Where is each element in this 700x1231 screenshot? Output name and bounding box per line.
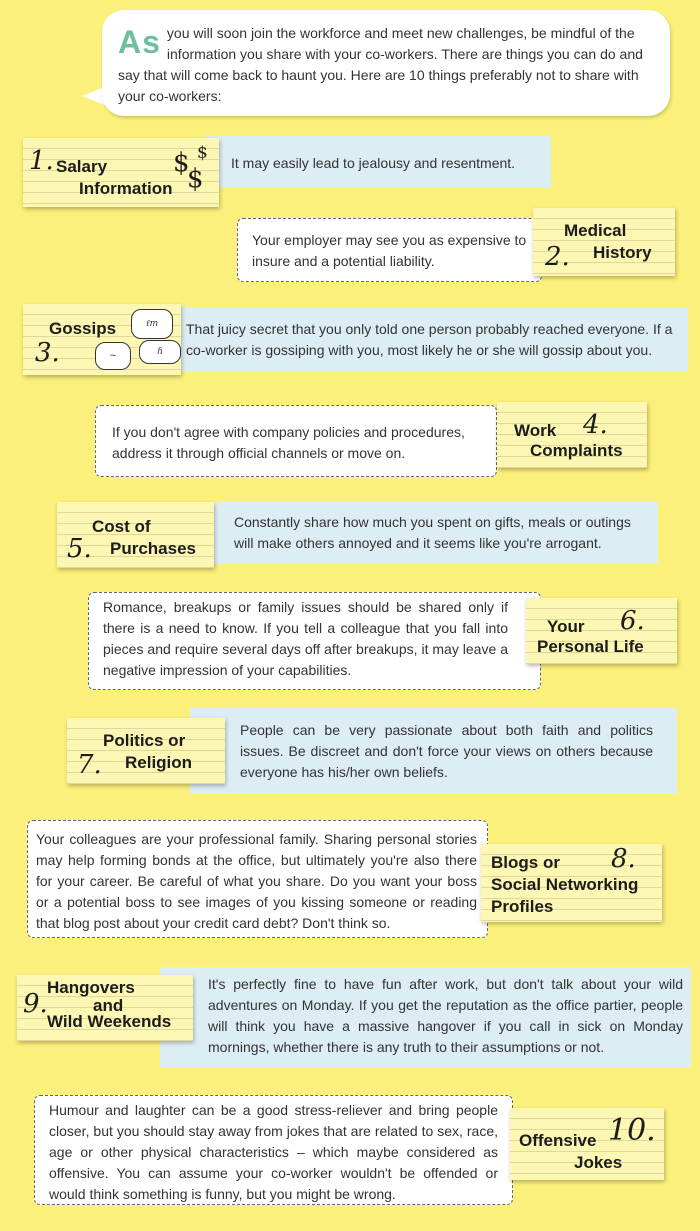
item-4-title-line2: Complaints — [530, 441, 623, 460]
item-9-title-line3: Wild Weekends — [47, 1012, 172, 1031]
item-5-note-card — [57, 502, 214, 568]
speech-bubble-icon: ~ — [95, 342, 131, 370]
item-2-title-line2: History — [593, 243, 652, 262]
item-1-title-line1: Salary — [56, 157, 108, 176]
item-8-description: Your colleagues are your professional family. Sharing personal stories may help forming bonds at the office, but ultimately you're also there for your career. Be careful of what you share. Do you want your boss or a potential boss to see images of you kissing someone or reading that blog post about your credit card debt? Don't think so. — [36, 831, 477, 931]
dollar-sign-small-icon: $ — [197, 143, 208, 163]
item-10-title-line1: Offensive — [519, 1131, 597, 1150]
item-4-description-panel — [95, 405, 497, 477]
item-6-description: Romance, breakups or family issues should be shared only if there is a need to know. If you tell a colleague that you fall into pieces and require several days off after breakups, it may leave a negative impression of your capabilities. — [103, 599, 508, 678]
item-3-note-card — [23, 304, 181, 375]
item-8-number: 8. — [611, 844, 636, 874]
item-7-note-card — [67, 718, 225, 784]
item-4-number: 4. — [583, 410, 608, 440]
item-3-description-panel — [160, 307, 688, 372]
item-5-title-line1: Cost of — [92, 517, 151, 536]
dollar-sign-icon: $ — [187, 164, 204, 194]
item-9-title-line1: Hangovers — [47, 978, 135, 997]
item-7-description: People can be very passionate about both faith and politics issues. Be discreet and don't force your views on others because everyone has his/her own beliefs. — [240, 722, 653, 780]
dollar-signs-icon: $ — [173, 148, 190, 178]
item-6-note-card — [526, 598, 677, 664]
item-7-number: 7. — [77, 750, 102, 780]
item-5-title-line2: Purchases — [110, 539, 196, 558]
item-8-description-panel — [27, 820, 488, 938]
intro-drop-cap: As — [118, 24, 161, 60]
item-6-number: 6. — [620, 606, 645, 636]
item-4-description: If you don't agree with company policies and procedures, address it through official channels or move on. — [112, 424, 465, 461]
item-6-description-panel — [88, 592, 541, 690]
item-4-title-line1: Work — [514, 421, 557, 440]
item-9-number: 9. — [23, 989, 48, 1019]
item-1-title-line2: Information — [79, 179, 173, 198]
item-9-note-card — [17, 975, 193, 1041]
item-8-title-line3: Profiles — [491, 897, 554, 916]
item-2-description: Your employer may see you as expensive to insure and a potential liability. — [252, 232, 527, 269]
item-1-note-card — [23, 138, 219, 207]
item-10-description: Humour and laughter can be a good stress-reliever and bring people closer, but you should stay away from jokes that are related to sex, race, age or other physical characteristics – which maybe considered as offensive. You can assume your co-worker wouldn't be offended or would think something is funny, but you might be wrong. — [49, 1102, 498, 1202]
item-10-description-panel — [34, 1095, 513, 1205]
item-3-title-line1: Gossips — [49, 319, 117, 338]
item-1-description-panel — [205, 136, 551, 188]
item-2-note-card — [533, 208, 675, 276]
item-7-title-line2: Religion — [125, 753, 193, 772]
item-2-title-line1: Medical — [564, 221, 627, 240]
item-2-description-panel — [237, 218, 542, 282]
intro-text: you will soon join the workforce and meet new challenges, be mindful of the information you share with your co-workers. There are things you can do and say that will come back to haunt you. Here are 10 things preferably not to share with your co-workers: — [118, 25, 643, 104]
speech-bubble-small-icon: ɦ — [139, 340, 181, 364]
item-10-number: 10. — [608, 1113, 656, 1148]
speech-bubbles-icon: ℓm — [131, 309, 173, 339]
intro-bubble — [102, 10, 670, 116]
item-5-number: 5. — [67, 534, 92, 564]
item-7-description-panel — [190, 708, 677, 794]
item-1-description: It may easily lead to jealousy and resentment. — [231, 155, 516, 171]
item-10-title-line2: Jokes — [574, 1153, 623, 1172]
item-8-title-line1: Blogs or — [491, 853, 560, 872]
item-2-number: 2. — [545, 242, 570, 272]
item-3-number: 3. — [35, 338, 60, 368]
item-8-title-line2: Social Networking — [491, 875, 639, 894]
item-5-description-panel — [200, 502, 658, 564]
item-9-description: It's perfectly fine to have fun after work, but don't talk about your wild adventures on Monday. If you get the reputation as the office partier, people will think you have a massive hangover if you call in sick on Monday mornings, whether there is any truth to their assumptions or not. — [208, 976, 683, 1055]
item-6-title-line1: Your — [547, 617, 585, 636]
item-4-note-card — [497, 402, 647, 468]
item-10-note-card — [510, 1108, 664, 1180]
item-1-number: 1. — [29, 146, 54, 176]
item-7-title-line1: Politics or — [103, 731, 186, 750]
item-6-title-line2: Personal Life — [537, 637, 644, 656]
item-9-description-panel — [160, 967, 691, 1067]
item-9-title-line2: and — [93, 996, 124, 1015]
item-5-description: Constantly share how much you spent on gifts, meals or outings will make others annoyed and it seems like you're arrogant. — [234, 514, 631, 551]
item-8-note-card — [481, 844, 662, 922]
item-3-description: That juicy secret that you only told one person probably reached everyone. If a co-worker is gossiping with you, most likely he or she will gossip about you. — [186, 321, 673, 358]
